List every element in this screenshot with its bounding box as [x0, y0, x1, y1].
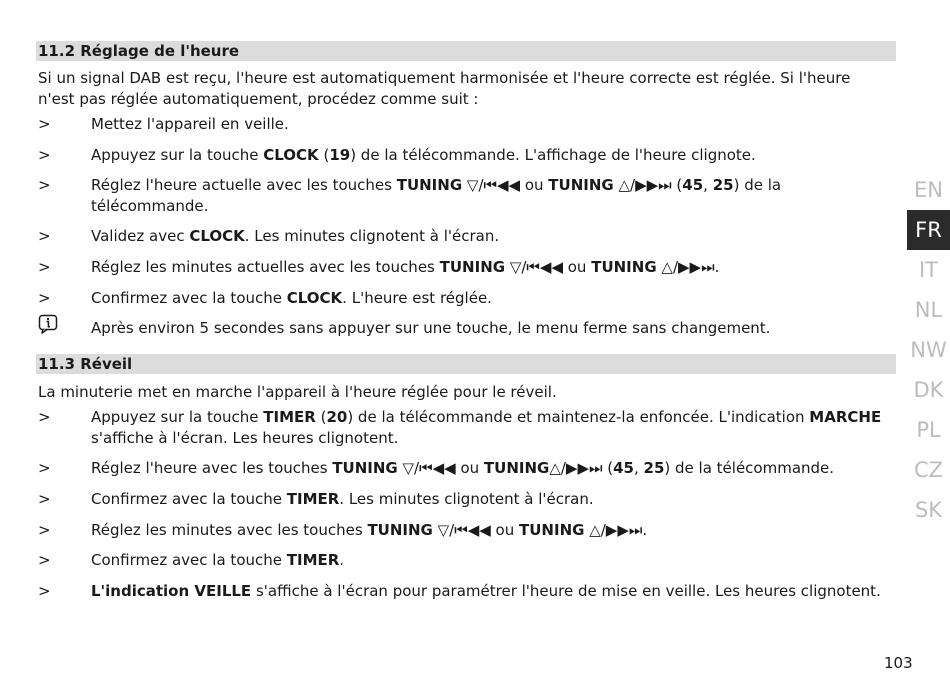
bold-term: CLOCK	[286, 289, 343, 307]
language-tab-nl[interactable]: NL	[907, 290, 950, 330]
language-tab-en[interactable]: EN	[907, 170, 950, 210]
page-number: 103	[884, 654, 913, 672]
bold-term: 20	[326, 408, 348, 426]
step-item	[38, 145, 888, 166]
step-item	[38, 288, 888, 309]
step-text: Réglez les minutes avec les touches TUNING ▽/⏮◀◀ ou TUNING △/▶▶⏭.	[91, 521, 648, 539]
step-text: Réglez les minutes actuelles avec les touches TUNING ▽/⏮◀◀ ou TUNING △/▶▶⏭.	[91, 258, 720, 276]
step-marker: >	[38, 146, 51, 164]
step-marker: >	[38, 551, 51, 569]
note-text: Après environ 5 secondes sans appuyer sur une touche, le menu ferme sans changement.	[91, 319, 771, 337]
bold-term: MARCHE	[809, 408, 882, 426]
language-tabs	[907, 170, 950, 530]
language-tab-dk[interactable]: DK	[907, 370, 950, 410]
step-marker: >	[38, 227, 51, 245]
language-tab-it[interactable]: IT	[907, 250, 950, 290]
step-text: Confirmez avec la touche TIMER.	[91, 551, 345, 569]
language-tab-pl[interactable]: PL	[907, 410, 950, 450]
bold-term: TUNING	[439, 258, 506, 276]
bold-term: CLOCK	[189, 227, 245, 245]
step-item	[38, 550, 888, 571]
step-item	[38, 257, 888, 278]
step-text: Mettez l'appareil en veille.	[91, 115, 289, 133]
bold-term: 25	[643, 459, 665, 477]
step-item	[38, 520, 888, 541]
step-text: Réglez l'heure actuelle avec les touches TUNING ▽/⏮◀◀ ou TUNING △/▶▶⏭ (45, 25) de la télécommande.	[91, 176, 782, 215]
step-text: L'indication VEILLE s'affiche à l'écran pour paramétrer l'heure de mise en veille. Les heures clignotent.	[91, 582, 881, 600]
step-item	[38, 407, 888, 449]
section-intro-11-2: Si un signal DAB est reçu, l'heure est automatiquement harmonisée et l'heure correcte est réglée. Si l'heure n'est pas réglée automatiquement, procédez comme suit :	[38, 69, 851, 108]
step-marker: >	[38, 289, 51, 307]
info-icon	[38, 314, 58, 334]
bold-term: TIMER	[263, 408, 316, 426]
language-tab-sk[interactable]: SK	[907, 490, 950, 530]
bold-term: TUNING	[332, 459, 398, 477]
bold-term: CLOCK	[263, 146, 319, 164]
step-marker: >	[38, 490, 51, 508]
section-intro-11-3: La minuterie met en marche l'appareil à l'heure réglée pour le réveil.	[38, 383, 557, 401]
step-text: Réglez l'heure avec les touches TUNING ▽/⏮◀◀ ou TUNING△/▶▶⏭ (45, 25) de la télécommande.	[91, 459, 835, 477]
step-text: Appuyez sur la touche TIMER (20) de la télécommande et maintenez-la enfoncée. L'indication MARCHE s'affiche à l'écran. Les heures clignotent.	[91, 408, 882, 447]
step-item	[38, 581, 888, 602]
step-marker: >	[38, 258, 51, 276]
bold-term: TUNING	[519, 521, 585, 539]
step-marker: >	[38, 408, 51, 426]
step-marker: >	[38, 176, 51, 194]
bold-term: TUNING	[367, 521, 433, 539]
bold-term: TUNING	[591, 258, 657, 276]
bold-term: 45	[682, 176, 704, 194]
section-heading-11-3: 11.3 Réveil	[36, 354, 896, 374]
step-text: Appuyez sur la touche CLOCK (19) de la télécommande. L'affichage de l'heure clignote.	[91, 146, 756, 164]
bold-term: 19	[329, 146, 351, 164]
section-heading-11-2: 11.2 Réglage de l'heure	[36, 41, 896, 61]
bold-term: TUNING	[548, 176, 614, 194]
step-item	[38, 114, 888, 135]
info-note	[38, 318, 888, 339]
step-item	[38, 175, 888, 217]
step-marker: >	[38, 459, 51, 477]
bold-term: TIMER	[286, 551, 340, 569]
step-text: Confirmez avec la touche TIMER. Les minutes clignotent à l'écran.	[91, 490, 594, 508]
step-marker: >	[38, 115, 51, 133]
step-item	[38, 458, 888, 479]
step-item	[38, 226, 888, 247]
step-marker: >	[38, 521, 51, 539]
bold-term: L'indication VEILLE	[91, 582, 252, 600]
step-marker: >	[38, 582, 51, 600]
step-text: Validez avec CLOCK. Les minutes clignotent à l'écran.	[91, 227, 500, 245]
step-item	[38, 489, 888, 510]
bold-term: 25	[712, 176, 734, 194]
bold-term: TUNING	[396, 176, 463, 194]
language-tab-cz[interactable]: CZ	[907, 450, 950, 490]
step-text: Confirmez avec la touche CLOCK. L'heure est réglée.	[91, 289, 492, 307]
language-tab-nw[interactable]: NW	[907, 330, 950, 370]
bold-term: TIMER	[286, 490, 340, 508]
bold-term: TUNING	[483, 459, 550, 477]
bold-term: 45	[613, 459, 634, 477]
language-tab-fr[interactable]: FR	[907, 210, 950, 250]
